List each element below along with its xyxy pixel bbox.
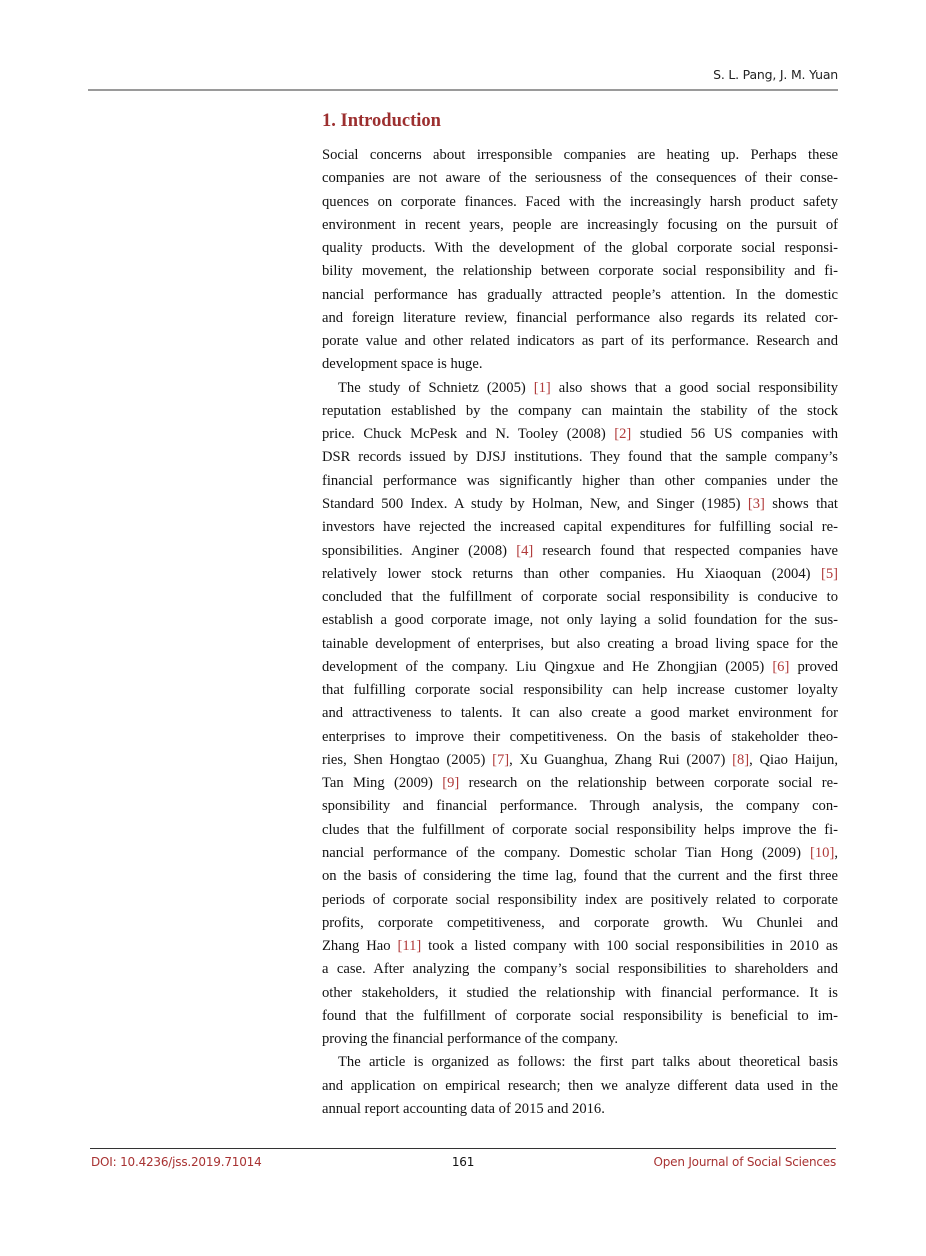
- text-line: development of the company. Liu Qingxue and He Zhongjian (2005) [6] proved: [322, 658, 838, 675]
- text-line: porate value and other related indicators as part of its performance. Research and: [322, 333, 838, 350]
- citation-link[interactable]: [9]: [442, 775, 460, 792]
- text-line: annual report accounting data of 2015 and 2016.: [322, 1100, 605, 1117]
- text-line: other stakeholders, it studied the relationship with financial performance. It is: [322, 984, 838, 1001]
- text-line: on the basis of considering the time lag, found that the current and the first three: [322, 868, 838, 885]
- citation-link[interactable]: [3]: [747, 495, 765, 512]
- text-line: DSR records issued by DJSJ institutions. They found that the sample company’s: [322, 449, 838, 466]
- citation-link[interactable]: [11]: [397, 938, 422, 955]
- text-line: enterprises to improve their competitiveness. On the basis of stakeholder theo-: [322, 728, 838, 745]
- citation-link[interactable]: [6]: [772, 658, 790, 675]
- text-line: companies are not aware of the seriousness of the consequences of their conse-: [322, 170, 838, 187]
- text-line: sponsibility and financial performance. Through analysis, the company con-: [322, 798, 838, 815]
- text-line: price. Chuck McPesk and N. Tooley (2008) [2] studied 56 US companies with: [322, 426, 838, 443]
- footer-rule: [90, 1148, 836, 1149]
- text-line: tainable development of enterprises, but also creating a broad living space for the: [322, 635, 838, 652]
- text-line: relatively lower stock returns than other companies. Hu Xiaoquan (2004) [5]: [322, 565, 838, 582]
- text-line: The study of Schnietz (2005) [1] also shows that a good social responsibility: [338, 379, 838, 396]
- text-line: ries, Shen Hongtao (2005) [7], Xu Guanghua, Zhang Rui (2007) [8], Qiao Haijun,: [322, 751, 839, 768]
- text-line: reputation established by the company can maintain the stability of the stock: [322, 402, 838, 419]
- paragraph: [322, 377, 838, 1052]
- text-line: a case. After analyzing the company’s social responsibilities to shareholders and: [322, 961, 838, 978]
- text-line: nancial performance has gradually attracted people’s attention. In the domestic: [322, 286, 838, 303]
- section-heading: 1. Introduction: [322, 111, 441, 131]
- text-line: periods of corporate social responsibility index are positively related to corporate: [322, 891, 838, 908]
- text-line: sponsibilities. Anginer (2008) [4] research found that respected companies have: [322, 542, 838, 559]
- citation-link[interactable]: [8]: [732, 751, 750, 768]
- footer-doi-link[interactable]: DOI: 10.4236/jss.2019.71014: [91, 1155, 262, 1169]
- text-line: and application on empirical research; then we analyze different data used in the: [322, 1077, 838, 1094]
- text-line: Standard 500 Index. A study by Holman, New, and Singer (1985) [3] shows that: [322, 495, 838, 512]
- text-line: financial performance was significantly higher than other companies under the: [322, 472, 838, 489]
- text-line: environment in recent years, people are increasingly focusing on the pursuit of: [322, 216, 838, 233]
- text-line: and attractiveness to talents. It can also create a good market environment for: [322, 705, 838, 722]
- text-line: quences on corporate finances. Faced with the increasingly harsh product safety: [322, 193, 838, 210]
- paragraph: [322, 1051, 838, 1121]
- page-number: 161: [451, 1155, 475, 1169]
- paragraph: [322, 144, 838, 377]
- text-line: nancial performance of the company. Domestic scholar Tian Hong (2009) [10],: [322, 844, 838, 861]
- text-line: profits, corporate competitiveness, and corporate growth. Wu Chunlei and: [322, 914, 838, 931]
- footer-journal-name[interactable]: Open Journal of Social Sciences: [653, 1155, 836, 1169]
- text-line: found that the fulfillment of corporate social responsibility is beneficial to im-: [322, 1007, 838, 1024]
- citation-link[interactable]: [7]: [492, 751, 510, 768]
- citation-link[interactable]: [2]: [614, 426, 632, 443]
- text-line: cludes that the fulfillment of corporate social responsibility helps improve the fi-: [322, 821, 838, 838]
- text-line: bility movement, the relationship between corporate social responsibility and fi-: [322, 263, 838, 280]
- article-body: [322, 144, 838, 1121]
- text-line: investors have rejected the increased capital expenditures for fulfilling social re-: [322, 519, 838, 536]
- citation-link[interactable]: [1]: [533, 379, 551, 396]
- header-rule: [88, 89, 838, 91]
- text-line: Tan Ming (2009) [9] research on the relationship between corporate social re-: [322, 775, 838, 792]
- text-line: Zhang Hao [11] took a listed company with 100 social responsibilities in 2010 as: [322, 938, 838, 955]
- text-line: proving the financial performance of the company.: [322, 1031, 619, 1048]
- running-header-authors: S. L. Pang, J. M. Yuan: [713, 67, 838, 82]
- text-line: The article is organized as follows: the first part talks about theoretical basis: [338, 1054, 838, 1071]
- text-line: Social concerns about irresponsible companies are heating up. Perhaps these: [322, 147, 838, 163]
- citation-link[interactable]: [10]: [810, 844, 835, 861]
- citation-link[interactable]: [4]: [516, 542, 534, 559]
- text-line: establish a good corporate image, not only laying a solid foundation for the sus-: [322, 612, 838, 629]
- text-line: quality products. With the development of the global corporate social responsi-: [322, 240, 838, 257]
- text-line: and foreign literature review, financial performance also regards its related cor-: [322, 309, 838, 326]
- text-line: that fulfilling corporate social responsibility can help increase customer loyalty: [322, 682, 838, 699]
- citation-link[interactable]: [5]: [820, 565, 838, 582]
- text-line: concluded that the fulfillment of corporate social responsibility is conducive to: [322, 589, 838, 606]
- text-line: development space is huge.: [322, 356, 483, 373]
